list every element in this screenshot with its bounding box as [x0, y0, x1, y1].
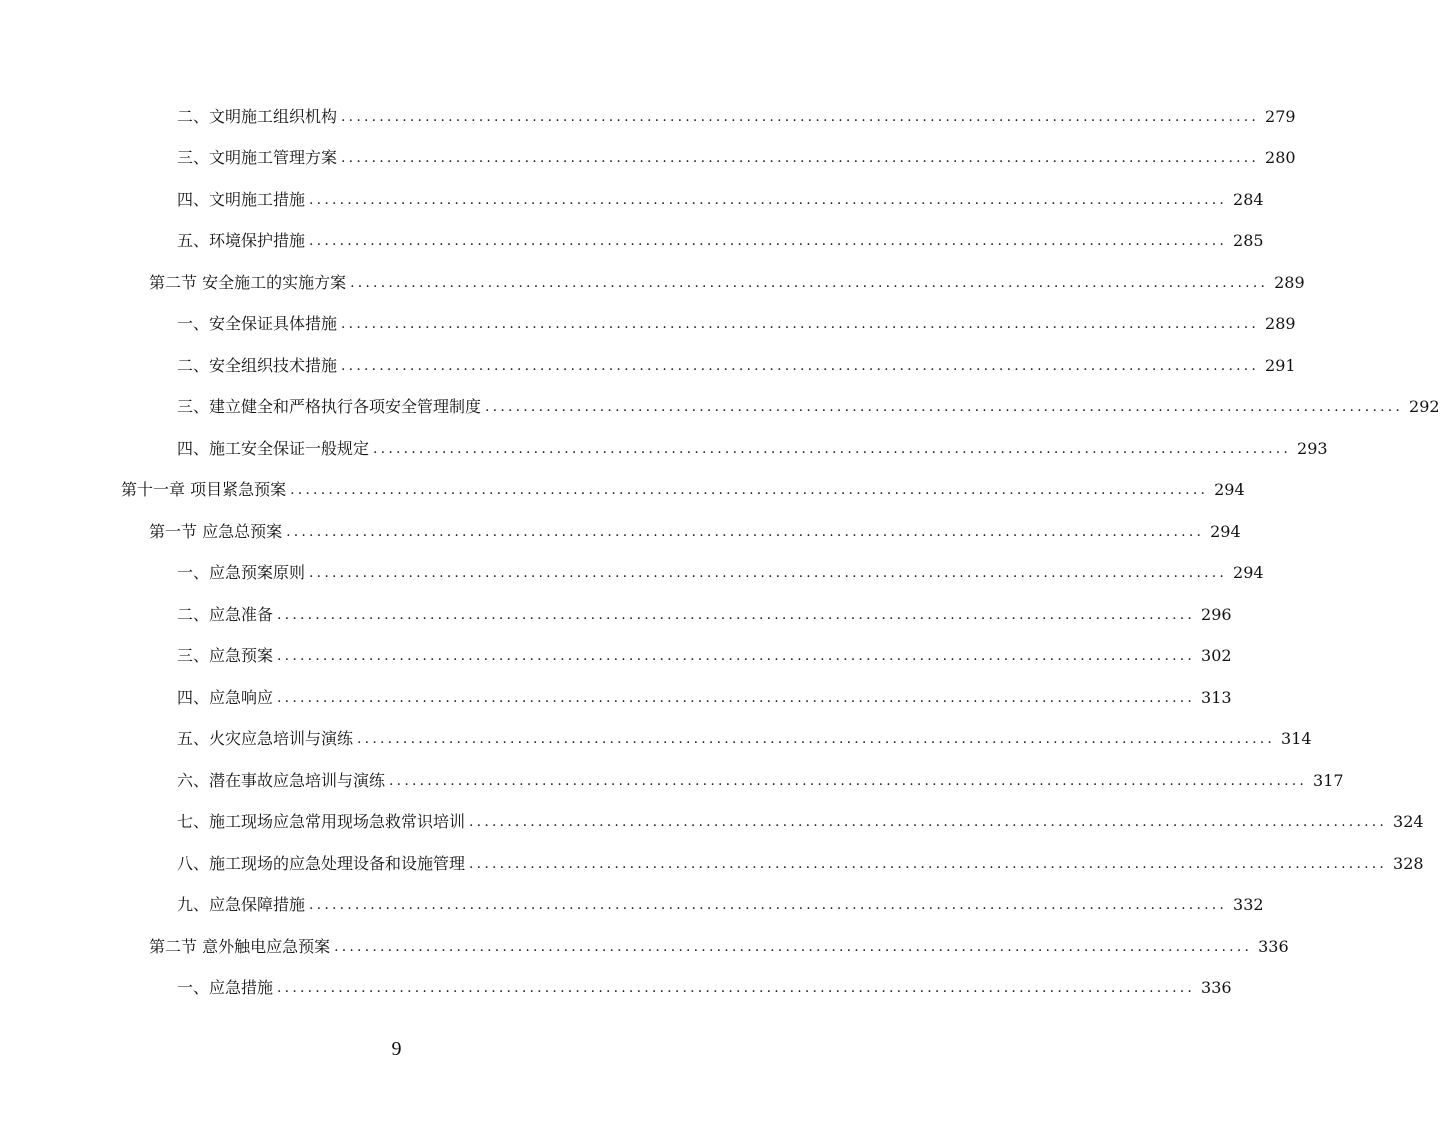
toc-entry: [0, 677, 1232, 719]
toc-entry-page: 336: [1201, 978, 1232, 998]
toc-entry-page: 296: [1201, 604, 1232, 624]
toc-entry-page: 313: [1201, 687, 1232, 707]
toc-entry-title: 四、施工安全保证一般规定: [177, 438, 370, 458]
toc-entry-title: 二、文明施工组织机构: [177, 106, 338, 126]
toc-entry-title: 一、应急措施: [177, 978, 274, 998]
dot-leader: ........................................................................................................................: [373, 440, 1292, 457]
toc-entry-page: 284: [1233, 189, 1264, 209]
toc-entry-title: 五、火灾应急培训与演练: [177, 729, 354, 749]
toc-entry-page: 292: [1409, 397, 1440, 417]
toc-entry-page: 291: [1265, 355, 1296, 375]
dot-leader: ........................................................................................................................: [341, 150, 1260, 167]
toc-entry-title: 第二节 安全施工的实施方案: [149, 272, 347, 292]
toc-entry-page: 294: [1214, 480, 1245, 500]
toc-entry-title: 三、应急预案: [177, 646, 274, 666]
dot-leader: ........................................................................................................................: [485, 399, 1404, 416]
toc-entry: [0, 511, 1241, 553]
toc-entry-page: 294: [1233, 563, 1264, 583]
toc-entry-page: 336: [1258, 936, 1289, 956]
toc-entry-page: 279: [1265, 106, 1296, 126]
dot-leader: ........................................................................................................................: [334, 938, 1253, 955]
toc-entry-title: 六、潜在事故应急培训与演练: [177, 770, 386, 790]
dot-leader: ........................................................................................................................: [350, 274, 1269, 291]
dot-leader: ........................................................................................................................: [309, 565, 1228, 582]
toc-entry-title: 二、安全组织技术措施: [177, 355, 338, 375]
toc-entry: [0, 428, 1328, 470]
toc-entry: [0, 96, 1296, 138]
toc-entry-title: 五、环境保护措施: [177, 231, 306, 251]
toc-entry: [0, 470, 1245, 512]
dot-leader: ........................................................................................................................: [469, 814, 1388, 831]
page-number: 9: [391, 1038, 402, 1060]
toc-entry-page: 289: [1265, 314, 1296, 334]
toc-entry-page: 285: [1233, 231, 1264, 251]
toc-entry-page: 328: [1393, 853, 1424, 873]
toc-entry-page: 289: [1274, 272, 1305, 292]
toc-entry: [0, 926, 1289, 968]
dot-leader: ........................................................................................................................: [277, 606, 1196, 623]
toc-entry: [0, 138, 1296, 180]
toc-entry: [0, 636, 1232, 678]
toc-entry-title: 三、建立健全和严格执行各项安全管理制度: [177, 397, 482, 417]
dot-leader: ........................................................................................................................: [389, 772, 1308, 789]
toc-entry-title: 第二节 意外触电应急预案: [149, 936, 331, 956]
toc-entry-page: 332: [1233, 895, 1264, 915]
dot-leader: ........................................................................................................................: [309, 191, 1228, 208]
dot-leader: ........................................................................................................................: [341, 357, 1260, 374]
dot-leader: ........................................................................................................................: [286, 523, 1205, 540]
dot-leader: ........................................................................................................................: [277, 689, 1196, 706]
toc-entry: [0, 802, 1424, 844]
toc-entry-title: 七、施工现场应急常用现场急救常识培训: [177, 812, 466, 832]
toc-entry: [0, 179, 1264, 221]
toc-entry: [0, 968, 1232, 1010]
toc-entry: [0, 594, 1232, 636]
dot-leader: ........................................................................................................................: [357, 731, 1276, 748]
dot-leader: ........................................................................................................................: [309, 233, 1228, 250]
toc-entry: [0, 345, 1296, 387]
toc-entry-page: 317: [1313, 770, 1344, 790]
toc-entry-title: 一、安全保证具体措施: [177, 314, 338, 334]
toc-entry-title: 三、文明施工管理方案: [177, 148, 338, 168]
toc-entry-title: 一、应急预案原则: [177, 563, 306, 583]
dot-leader: ........................................................................................................................: [341, 108, 1260, 125]
toc-entry: [0, 304, 1296, 346]
toc-entry-page: 280: [1265, 148, 1296, 168]
toc-entry-page: 293: [1297, 438, 1328, 458]
dot-leader: ........................................................................................................................: [277, 648, 1196, 665]
toc-entry: [0, 843, 1424, 885]
toc-entry: [0, 719, 1312, 761]
toc-entry-page: 302: [1201, 646, 1232, 666]
toc-entry: [0, 262, 1305, 304]
toc-entry-title: 第十一章 项目紧急预案: [121, 480, 287, 500]
toc-entry-title: 二、应急准备: [177, 604, 274, 624]
toc-entry-title: 四、应急响应: [177, 687, 274, 707]
dot-leader: ........................................................................................................................: [341, 316, 1260, 333]
toc-entry-page: 314: [1281, 729, 1312, 749]
toc-entry-title: 八、施工现场的应急处理设备和设施管理: [177, 853, 466, 873]
toc-entry-title: 第一节 应急总预案: [149, 521, 283, 541]
dot-leader: ........................................................................................................................: [277, 980, 1196, 997]
toc-entry-page: 324: [1393, 812, 1424, 832]
dot-leader: ........................................................................................................................: [309, 897, 1228, 914]
toc-entry: [0, 760, 1344, 802]
toc-entry-title: 四、文明施工措施: [177, 189, 306, 209]
toc-entry: [0, 221, 1264, 263]
toc-entry-page: 294: [1210, 521, 1241, 541]
table-of-contents: [0, 96, 1440, 1009]
dot-leader: ........................................................................................................................: [469, 855, 1388, 872]
toc-entry: [0, 387, 1440, 429]
toc-entry: [0, 553, 1264, 595]
toc-entry: [0, 885, 1264, 927]
toc-entry-title: 九、应急保障措施: [177, 895, 306, 915]
dot-leader: ........................................................................................................................: [290, 482, 1209, 499]
